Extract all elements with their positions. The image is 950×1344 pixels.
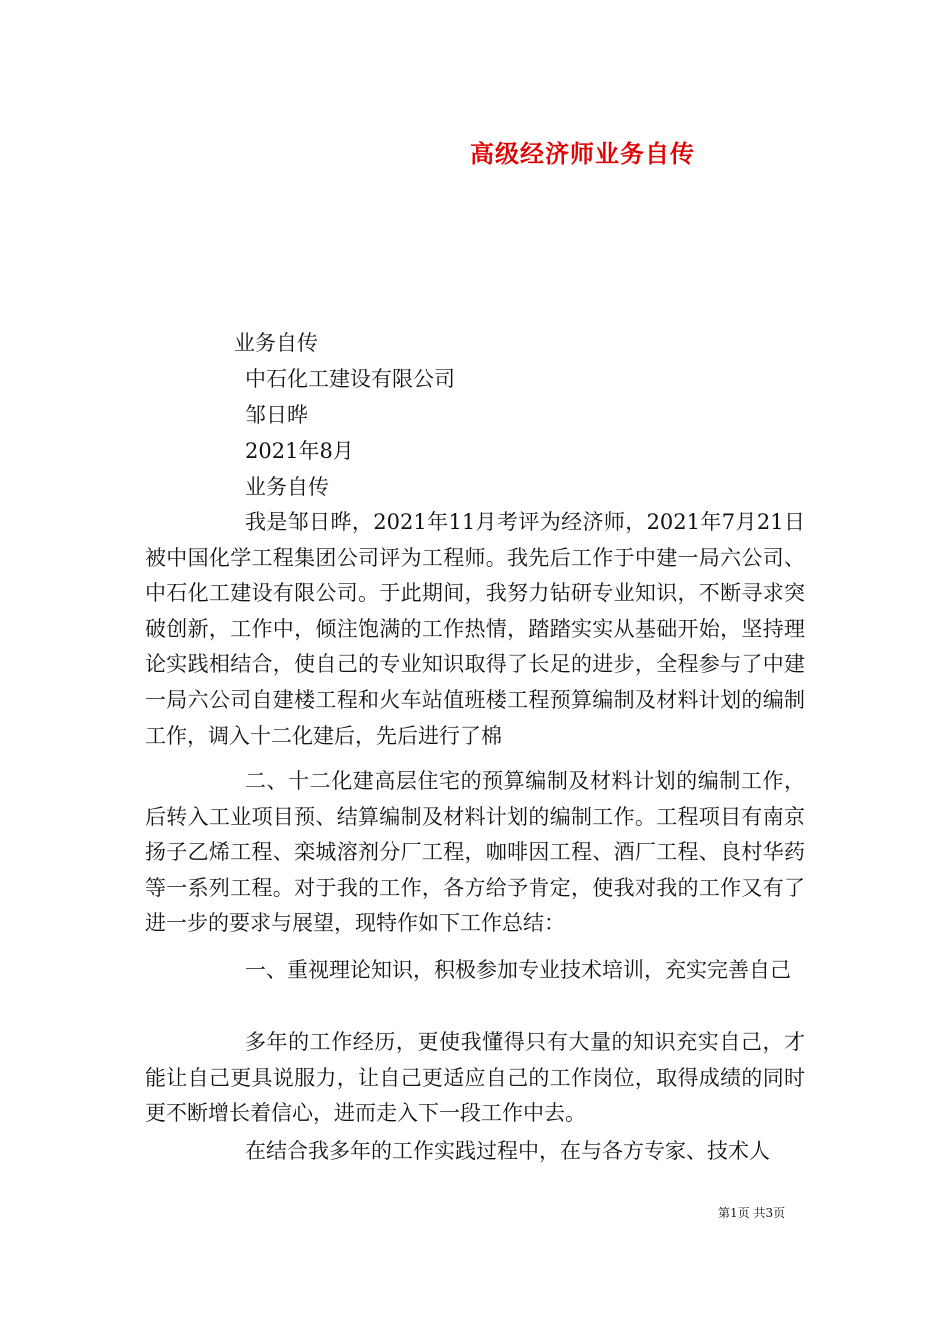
header-line-label: 业务自传 bbox=[234, 331, 318, 355]
paragraph-section-heading-1: 一、重视理论知识，积极参加专业技术培训，充实完善自己 bbox=[245, 958, 791, 982]
header-line-subtitle: 业务自传 bbox=[245, 475, 329, 499]
page-number-footer: 第1页 共3页 bbox=[718, 1206, 786, 1220]
header-line-company: 中石化工建设有限公司 bbox=[245, 367, 455, 391]
paragraph-work-experience: 多年的工作经历，更使我懂得只有大量的知识充实自己，才能让自己更具说服力，让自己更适应自己的工作岗位，取得成绩的同时更不断增长着信心，进而走入下一段工作中去。 bbox=[145, 1030, 805, 1126]
header-line-author: 邹日晔 bbox=[245, 403, 308, 427]
document-title: 高级经济师业务自传 bbox=[470, 139, 695, 168]
header-line-date: 2021年8月 bbox=[245, 439, 354, 463]
paragraph-practice: 在结合我多年的工作实践过程中，在与各方专家、技术人 bbox=[245, 1139, 770, 1163]
paragraph-project-experience: 二、十二化建高层住宅的预算编制及材料计划的编制工作，后转入工业项目预、结算编制及材料计划的编制工作。工程项目有南京扬子乙烯工程、栾城溶剂分厂工程，咖啡因工程、酒厂工程、良村华药等一系列工程。对于我的工作，各方给予肯定，使我对我的工作又有了进一步的要求与展望，现特作如下工作总结： bbox=[145, 769, 805, 936]
paragraph-introduction: 我是邹日晔，2021年11月考评为经济师，2021年7月21日被中国化学工程集团公司评为工程师。我先后工作于中建一局六公司、中石化工建设有限公司。于此期间，我努力钻研专业知识，不断寻求突破创新，工作中，倾注饱满的工作热情，踏踏实实从基础开始，坚持理论实践相结合，使自己的专业知识取得了长足的进步，全程参与了中建一局六公司自建楼工程和火车站值班楼工程预算编制及材料计划的编制工作，调入十二化建后，先后进行了棉 bbox=[145, 510, 805, 748]
